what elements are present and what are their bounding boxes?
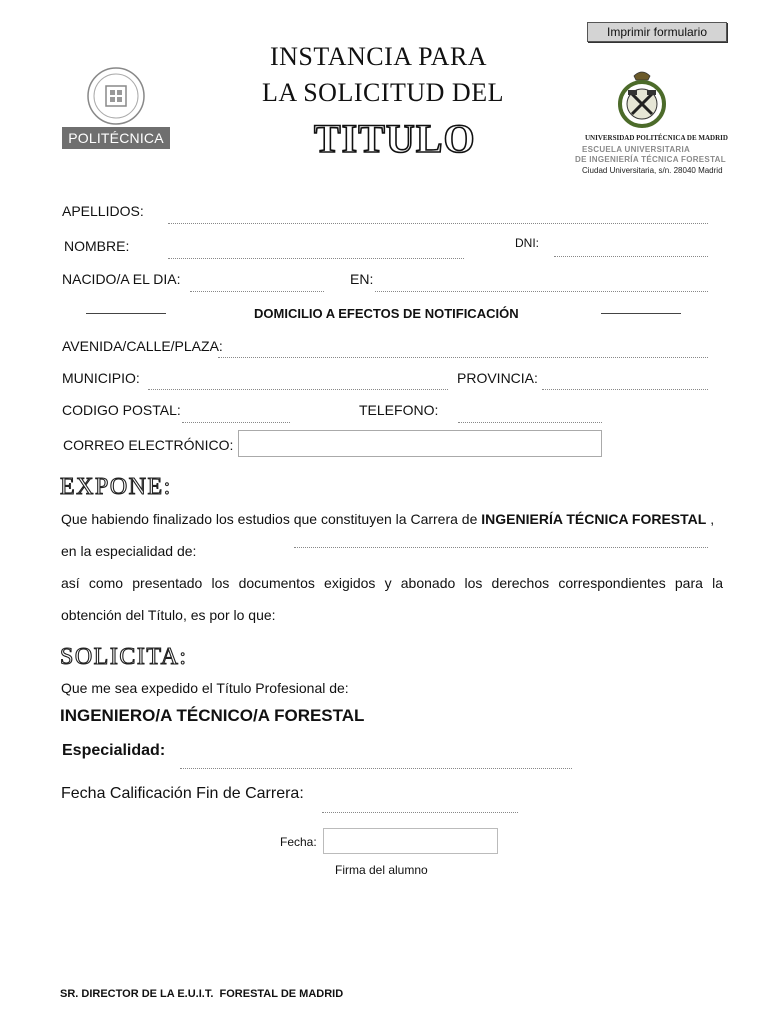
municipio-label: MUNICIPIO: (62, 370, 140, 386)
page-title: TITULO (314, 116, 476, 161)
school-university-name: UNIVERSIDAD POLITÉCNICA DE MADRID (585, 134, 728, 142)
dni-field[interactable] (554, 256, 708, 257)
en-label: EN: (350, 271, 374, 287)
nacido-label: NACIDO/A EL DIA: (62, 271, 181, 287)
especialidad-label: en la especialidad de: (61, 543, 197, 559)
correo-input[interactable] (238, 430, 602, 457)
firma-label: Firma del alumno (335, 863, 428, 877)
telefono-label: TELEFONO: (359, 402, 439, 418)
avenida-label: AVENIDA/CALLE/PLAZA: (62, 338, 223, 354)
provincia-field[interactable] (542, 389, 708, 390)
dni-label: DNI: (515, 236, 539, 250)
expone-title: EXPONE: (60, 474, 172, 500)
school-line-2: DE INGENIERÍA TÉCNICA FORESTAL (575, 155, 726, 164)
fecha-input[interactable] (323, 828, 498, 854)
provincia-label: PROVINCIA: (457, 370, 538, 386)
codigo-postal-field[interactable] (182, 422, 290, 423)
especialidad-solicita-label: Especialidad: (62, 742, 166, 759)
fecha-calificacion-label: Fecha Calificación Fin de Carrera: (61, 785, 304, 802)
expone-line-3: así como presentado los documentos exigidos y abonado los derechos correspondientes para la (61, 575, 723, 591)
degree-title: INGENIERO/A TÉCNICO/A FORESTAL (60, 706, 365, 725)
school-line-1: ESCUELA UNIVERSITARIA (582, 145, 691, 154)
title-line-1: INSTANCIA PARA (270, 42, 488, 71)
expone-line-1 (61, 511, 714, 527)
domicilio-rule-right (601, 313, 681, 314)
apellidos-field[interactable] (168, 223, 708, 224)
footer-recipient: SR. DIRECTOR DE LA E.U.I.T. FORESTAL DE MADRID (60, 988, 344, 1000)
nacido-field[interactable] (190, 291, 324, 292)
domicilio-heading: DOMICILIO A EFECTOS DE NOTIFICACIÓN (254, 306, 519, 321)
avenida-field[interactable] (218, 357, 708, 358)
nombre-field[interactable] (168, 258, 464, 259)
expone-line-1-prefix: Que habiendo finalizado los estudios que constituyen la Carrera de (61, 511, 482, 527)
correo-label: CORREO ELECTRÓNICO: (63, 437, 234, 453)
nombre-label: NOMBRE: (64, 238, 130, 254)
telefono-field[interactable] (458, 422, 602, 423)
apellidos-label: APELLIDOS: (62, 203, 144, 219)
expone-line-4: obtención del Título, es por lo que: (61, 607, 276, 623)
especialidad-solicita-field[interactable] (180, 768, 572, 769)
codigo-postal-label: CODIGO POSTAL: (62, 402, 181, 418)
solicita-line-1: Que me sea expedido el Título Profesional de: (61, 680, 349, 696)
domicilio-rule-left (86, 313, 166, 314)
solicita-title: SOLICITA: (60, 644, 188, 670)
title-line-2: LA SOLICITUD DEL (262, 78, 504, 107)
fecha-calificacion-field[interactable] (322, 812, 518, 813)
school-address: Ciudad Universitaria, s/n. 28040 Madrid (582, 166, 723, 175)
crest-icon (612, 66, 672, 132)
school-crest (612, 66, 672, 132)
expone-line-1-suffix: , (706, 511, 715, 527)
upm-logo-word: POLITÉCNICA (62, 127, 170, 149)
en-field[interactable] (375, 291, 708, 292)
especialidad-field[interactable] (294, 547, 708, 548)
upm-seal-icon (62, 66, 170, 126)
fecha-label: Fecha: (280, 835, 317, 849)
print-form-button[interactable]: Imprimir formulario (587, 22, 727, 42)
municipio-field[interactable] (148, 389, 448, 390)
carrera-name: INGENIERÍA TÉCNICA FORESTAL (481, 511, 707, 527)
